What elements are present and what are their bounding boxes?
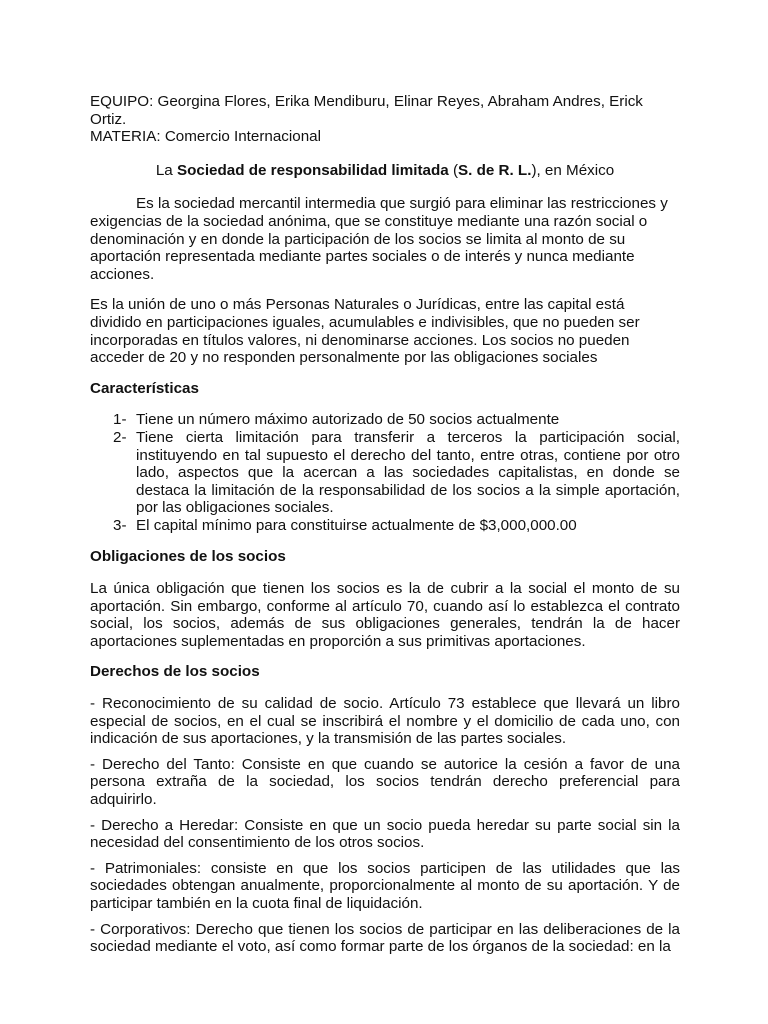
title-abbreviation: S. de R. L. [458, 161, 532, 179]
list-item-number: 3- [113, 516, 127, 534]
list-item-number: 2- [113, 428, 127, 446]
team-line: EQUIPO: Georgina Flores, Erika Mendiburu, Elinar Reyes, Abraham Andres, Erick [90, 93, 643, 110]
derecho-del-tanto: - Derecho del Tanto: Consiste en que cuando se autorice la cesión a favor de una persona extraña de la sociedad, los socios tendrán derecho preferencial para adquirirlo. [90, 755, 680, 808]
intro-paragraph-2: Es la unión de uno o más Personas Naturales o Jurídicas, entre las capital está dividido en participaciones iguales, acumulables e indivisibles, que no pueden ser incorporadas en títulos valores, ni denominarse acciones. Los socios no pueden acceder de 20 y no responden personalmente por las obligaciones sociales [90, 296, 640, 367]
derechos-heading: Derechos de los socios [90, 663, 260, 681]
list-item [113, 411, 680, 429]
derecho-patrimoniales: - Patrimoniales: consiste en que los socios participen de las utilidades que las sociedades obtengan anualmente, proporcionalmente al monto de su aportación. Y de participar también en la cuota final de liquidación. [90, 859, 680, 912]
list-item-text: Tiene un número máximo autorizado de 50 socios actualmente [136, 411, 560, 429]
list-item [113, 517, 680, 535]
derecho-corporativos: - Corporativos: Derecho que tienen los socios de participar en las deliberaciones de la sociedad mediante el voto, así como formar parte de los órganos de la sociedad: en la [90, 920, 680, 956]
title-company-type: Sociedad de responsabilidad limitada [176, 161, 449, 179]
title-middle: ( [448, 161, 459, 179]
caracteristicas-heading: Características [90, 379, 199, 397]
derecho-reconocimiento: - Reconocimiento de su calidad de socio. Artículo 73 establece que llevará un libro especial de socios, en el cual se inscribirá el nombre y el domicilio de cada uno, con indicación de sus aportaciones, y la transmisión de las partes sociales. [90, 695, 680, 748]
list-item-number: 1- [113, 411, 127, 429]
document-page [90, 93, 680, 964]
title-suffix: ), en México [531, 161, 615, 179]
team-line-continuation: Ortiz. [90, 110, 127, 128]
list-item [113, 429, 680, 517]
caracteristicas-list [90, 411, 680, 534]
obligaciones-heading: Obligaciones de los socios [90, 548, 286, 566]
intro-paragraph-1: Es la sociedad mercantil intermedia que surgió para eliminar las restricciones y exigencias de la sociedad anónima, que se constituye mediante una razón social o denominación y en donde la participación de los socios se limita al monto de su aportación representada mediante partes sociales o de interés y nunca mediante acciones. [90, 195, 668, 283]
list-item-text: El capital mínimo para constituirse actualmente de $3,000,000.00 [136, 516, 577, 534]
derecho-a-heredar: - Derecho a Heredar: Consiste en que un socio pueda heredar su parte social sin la necesidad del consentimiento de los otros socios. [90, 816, 680, 852]
subject-line: MATERIA: Comercio Internacional [90, 128, 321, 146]
list-item-text: Tiene cierta limitación para transferir a terceros la participación social, instituyendo en tal supuesto el derecho del tanto, entre otras, contiene por otro lado, aspectos que la acercan a las sociedades capitalistas, en donde se destaca la limitación de la responsabilidad de los socios a la simple aportación, por las obligaciones sociales. [136, 428, 680, 517]
obligaciones-paragraph: La única obligación que tienen los socios es la de cubrir a la social el monto de su aportación. Sin embargo, conforme al artículo 70, cuando así lo establezca el contrato social, los socios, además de sus obligaciones generales, tendrán la de hacer aportaciones suplementadas en proporción a sus primitivas aportaciones. [90, 580, 680, 650]
title-prefix: La [155, 161, 177, 179]
document-title [90, 162, 680, 180]
